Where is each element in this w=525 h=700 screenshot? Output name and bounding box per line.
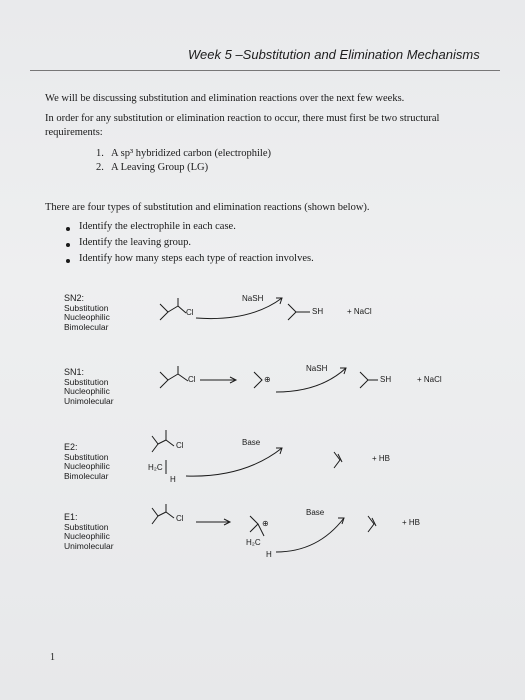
sn2-line: Substitution: [64, 302, 109, 313]
e1-h2c: H₂C: [246, 538, 261, 547]
sn1-charge: ⊕: [264, 375, 271, 384]
page-number: 1: [50, 652, 55, 663]
sn2-reactant-structure: [160, 298, 186, 320]
sn1-carbocation-structure: [254, 372, 262, 388]
sn2-line: Bimolecular: [64, 321, 109, 332]
sn2-product-structure: [288, 304, 310, 320]
e2-name: E2:: [64, 442, 78, 452]
intro-line-2: In order for any substitution or elimination reaction to occur, there must first be two structural: [45, 113, 440, 124]
e1-curved-arrow: [276, 518, 344, 552]
sn1-leaving-group: Cl: [188, 375, 196, 384]
sn1-line: Substitution: [64, 376, 109, 387]
e2-line: Bimolecular: [64, 470, 109, 481]
e2-line: Substitution: [64, 451, 109, 462]
e2-hydrogen: H: [170, 475, 176, 484]
requirement-number: 2.: [96, 162, 104, 173]
e1-byproduct: + HB: [402, 518, 421, 527]
bullet-text: Identify how many steps each type of reaction involves.: [79, 253, 314, 264]
e1-product-structure: [368, 516, 376, 532]
intro-line-1: We will be discussing substitution and elimination reactions over the next few weeks.: [45, 93, 405, 104]
e1-line: Substitution: [64, 521, 109, 532]
e2-byproduct: + HB: [372, 454, 391, 463]
e1-reactant-structure: [152, 504, 174, 524]
sn1-byproduct: + NaCl: [417, 375, 442, 384]
e1-line: Unimolecular: [64, 540, 114, 551]
sn1-product-group: SH: [380, 375, 392, 384]
e1-charge: ⊕: [262, 519, 269, 528]
sn2-byproduct: + NaCl: [347, 307, 372, 316]
sn2-line: Nucleophilic: [64, 312, 110, 322]
sn1-product-structure: [360, 372, 378, 388]
sn1-reactant-structure: [160, 366, 188, 388]
e1-hydrogen: H: [266, 550, 272, 559]
bullet-text: Identify the leaving group.: [79, 237, 191, 248]
sn2-leaving-group: Cl: [186, 308, 194, 317]
e2-curved-arrow: [186, 448, 282, 476]
e1-leaving-group: Cl: [176, 514, 184, 523]
e2-h2c: H₂C: [148, 463, 163, 472]
requirement-text: A Leaving Group (LG): [111, 162, 209, 173]
requirement-number: 1.: [96, 148, 104, 159]
e1-line: Nucleophilic: [64, 531, 110, 541]
e1-reagent: Base: [306, 508, 325, 517]
sn2-product-group: SH: [312, 307, 324, 316]
e2-leaving-group: Cl: [176, 441, 184, 450]
sn1-name: SN1:: [64, 367, 85, 377]
e2-product-structure: [334, 452, 342, 468]
sn2-curved-arrow: [196, 298, 282, 319]
sn1-reagent: NaSH: [306, 364, 328, 373]
e2-line: Nucleophilic: [64, 461, 110, 471]
sn1-line: Unimolecular: [64, 395, 114, 406]
types-intro: There are four types of substitution and elimination reactions (shown below).: [45, 202, 370, 213]
e1-name: E1:: [64, 512, 78, 522]
requirement-text: A sp³ hybridized carbon (electrophile): [111, 148, 272, 159]
sn2-name: SN2:: [64, 293, 85, 303]
sn2-reagent: NaSH: [242, 294, 264, 303]
bullet-text: Identify the electrophile in each case.: [79, 221, 236, 232]
e2-reagent: Base: [242, 438, 261, 447]
page-title: Week 5 –Substitution and Elimination Mechanisms: [188, 47, 480, 62]
sn1-line: Nucleophilic: [64, 386, 110, 396]
intro-line-3: requirements:: [45, 127, 103, 138]
